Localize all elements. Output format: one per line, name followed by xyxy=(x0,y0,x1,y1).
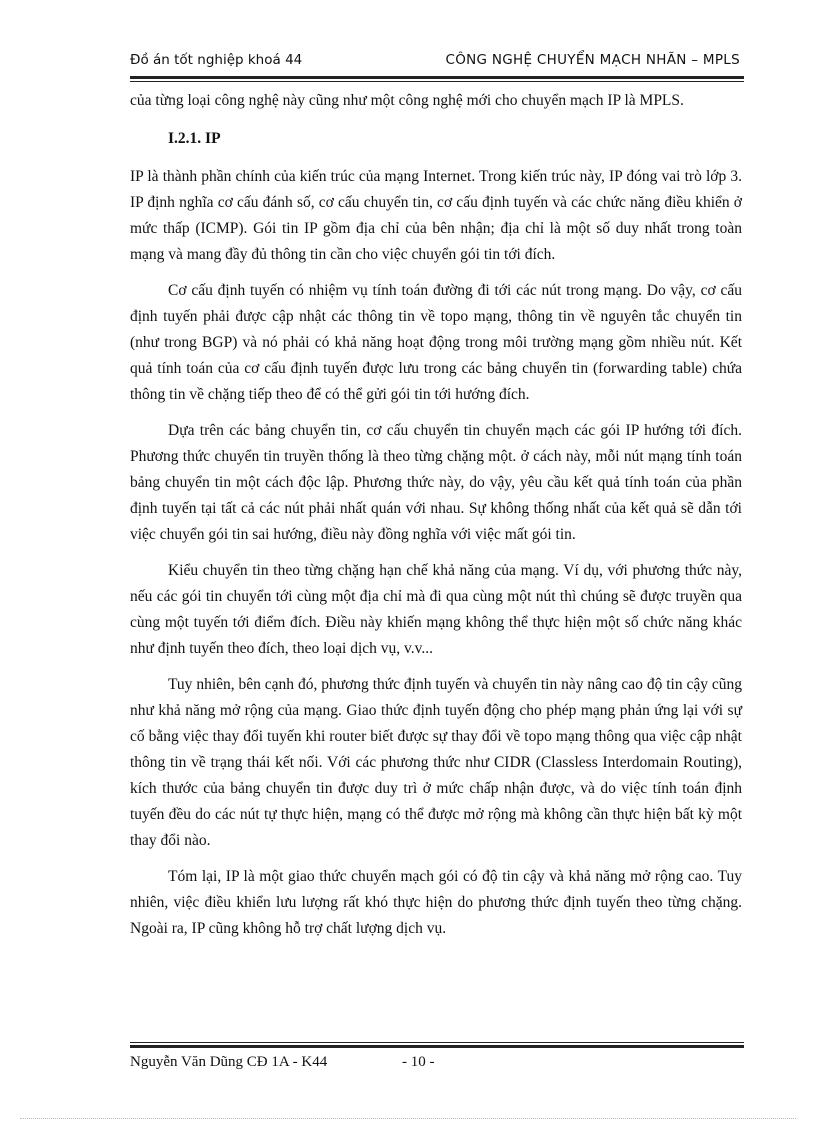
section-heading: I.2.1. IP xyxy=(168,130,221,147)
body-paragraph: Cơ cấu định tuyến có nhiệm vụ tính toán đường đi tới các nút trong mạng. Do vậy, cơ cấu định tuyến phải được cập nhật các thông tin về topo mạng, thông tin về nguyên tắc chuyển tin (như trong BGP) và nó phải có khả năng hoạt động trong môi trường mạng gồm nhiều nút. Kết quả tính toán của cơ cấu định tuyến được lưu trong các bảng chuyển tin (forwarding table) chứa thông tin về chặng tiếp theo để có thể gửi gói tin tới hướng đích. xyxy=(130,282,742,403)
footer-rule-thin xyxy=(130,1042,744,1043)
page-boundary-line xyxy=(20,1118,796,1119)
page-header xyxy=(130,52,742,74)
intro-paragraph: của từng loại công nghệ này cũng như một công nghệ mới cho chuyển mạch IP là MPLS. xyxy=(130,92,684,109)
body-paragraph: Tóm lại, IP là một giao thức chuyển mạch gói có độ tin cậy và khả năng mở rộng cao. Tuy nhiên, việc điều khiển lưu lượng rất khó thực hiện do phương thức định tuyến theo từng chặng. Ngoài ra, IP cũng không hỗ trợ chất lượng dịch vụ. xyxy=(130,868,742,937)
body-paragraph: IP là thành phần chính của kiến trúc của mạng Internet. Trong kiến trúc này, IP đóng vai trò lớp 3. IP định nghĩa cơ cấu đánh số, cơ cấu chuyển tin, cơ cấu định tuyến và các chức năng điều khiển ở mức thấp (ICMP). Gói tin IP gồm địa chỉ của bên nhận; địa chỉ là một số duy nhất trong toàn mạng và mang đầy đủ thông tin cần cho việc chuyển gói tin tới đích. xyxy=(130,168,742,263)
page-number: - 10 - xyxy=(402,1054,435,1070)
footer-rule-thick xyxy=(130,1045,744,1048)
body-paragraph: Kiểu chuyển tin theo từng chặng hạn chế khả năng của mạng. Ví dụ, với phương thức này, nếu các gói tin chuyển tới cùng một địa chỉ mà đi qua cùng một nút thì chúng sẽ được truyền qua cùng một tuyến tới điểm đích. Điều này khiến mạng không thể thực hiện một số chức năng khác như định tuyến theo đích, theo loại dịch vụ, v.v... xyxy=(130,562,742,657)
body-paragraph: Tuy nhiên, bên cạnh đó, phương thức định tuyến và chuyển tin này nâng cao độ tin cậy cũng như khả năng mở rộng của mạng. Giao thức định tuyến động cho phép mạng phản ứng lại với sự cố bằng việc thay đổi tuyến khi router biết được sự thay đổi về topo mạng thông qua việc cập nhật thông tin về trạng thái kết nối. Với các phương thức như CIDR (Classless Interdomain Routing), kích thước của bảng chuyển tin được duy trì ở mức chấp nhận được, và do việc tính toán định tuyến đều do các nút tự thực hiện, mạng có thể được mở rộng mà không cần thực hiện bất kỳ một thay đổi nào. xyxy=(130,676,742,849)
page-body xyxy=(130,88,742,952)
header-rule-thick xyxy=(130,76,744,79)
body-paragraph: Dựa trên các bảng chuyển tin, cơ cấu chuyển tin chuyển mạch các gói IP hướng tới đích. Phương thức chuyển tin truyền thống là theo từng chặng một. ở cách này, mỗi nút mạng tính toán bảng chuyển tin một cách độc lập. Phương thức này, do vậy, yêu cầu kết quả tính toán của phần định tuyến tại tất cả các nút phải nhất quán với nhau. Sự không thống nhất của kết quả sẽ dẫn tới việc chuyển gói tin sai hướng, điều này đồng nghĩa với việc mất gói tin. xyxy=(130,422,742,543)
header-rule-thin xyxy=(130,81,744,82)
header-title: CÔNG NGHỆ CHUYỂN MẠCH NHÃN – MPLS xyxy=(445,52,740,68)
header-left-text: Đồ án tốt nghiệp khoá 44 xyxy=(130,52,303,68)
footer-author: Nguyễn Văn Dũng CĐ 1A - K44 xyxy=(130,1054,328,1070)
